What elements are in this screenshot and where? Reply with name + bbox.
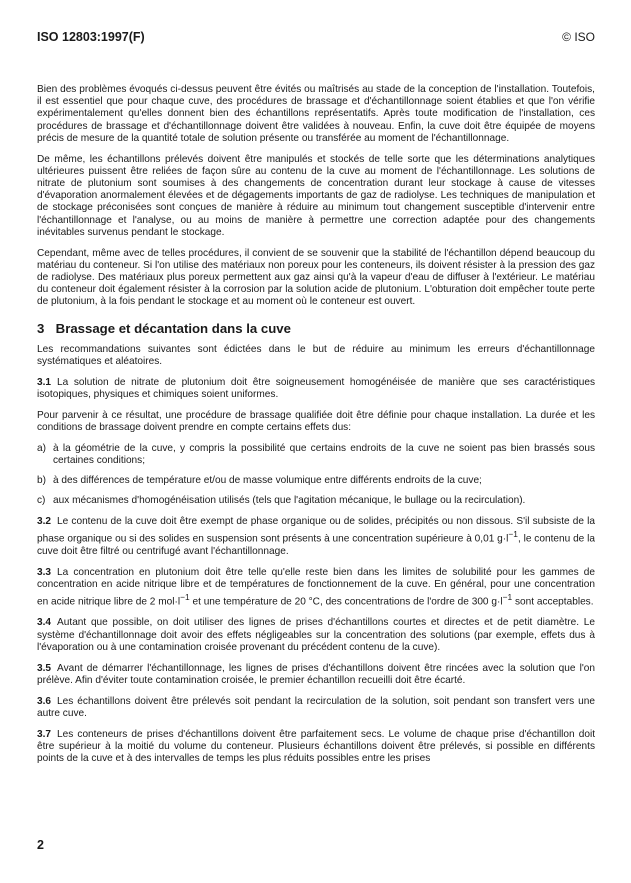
list-text: aux mécanismes d'homogénéisation utilisés (tels que l'agitation mécanique, le bullage ou la recirculation). bbox=[53, 495, 526, 507]
subclause-text: La solution de nitrate de plutonium doit être soigneusement homogénéisée de manière que ses caractéristiques isotopiques, physiques et chimiques soient uniformes. bbox=[37, 376, 595, 401]
list-marker: a) bbox=[37, 442, 46, 454]
unit-exponent: −1 bbox=[508, 529, 518, 540]
copyright-notice: © ISO bbox=[562, 30, 595, 44]
subclause-3-6 bbox=[37, 696, 595, 720]
subclause-3-3 bbox=[37, 567, 595, 609]
subclause-text: La concentration en plutonium doit être telle qu'elle reste bien dans les limites de solubilité pour les gammes de concentration en acide nitrique libre et de températures de fonctionnement de la cuve. En général, pour une concentration en acide nitrique libre de 2 mol·l bbox=[37, 566, 595, 608]
subclause-number: 3.1 bbox=[37, 376, 52, 388]
subclause-text: sont acceptables. bbox=[512, 596, 594, 608]
page-number: 2 bbox=[37, 838, 44, 852]
list-item bbox=[37, 443, 595, 467]
subclause-number: 3.5 bbox=[37, 662, 52, 674]
subclause-number: 3.7 bbox=[37, 728, 52, 740]
paragraph-storage: De même, les échantillons prélevés doivent être manipulés et stockés de telle sorte que les déterminations analytiques ultérieures puissent être reliées de façon sûre au contenu de la cuve au moment de l'échantillonnage. Les solutions de nitrate de plutonium sont soumises à des changements de concentration durant leur stockage à cause de vitesses d'évaporation anormalement élevées et de dégagements importants de gaz de radiolyse. Les techniques de manipulation et de stockage préconisées sont conçues de manière à réduire au minimum tout changement susceptible d'intervenir entre l'échantillonnage et l'analyse, ou au moins de manière à permettre une correction adaptée pour des changements inévitables survenus pendant le stockage. bbox=[37, 153, 595, 238]
subclause-3-4 bbox=[37, 617, 595, 654]
subclause-text: Autant que possible, on doit utiliser des lignes de prises d'échantillons courtes et directes et de petit diamètre. Le système d'échantillonnage doit avoir des effets négligeables sur la concentration des solutions (par exemple, effets dus à l'évaporation ou à une contamination croisée provenant du précédent contenu de la cuve). bbox=[37, 617, 595, 653]
subclause-text: Les échantillons doivent être prélevés soit pendant la recirculation de la solution, soit pendant son transfert vers une autre cuve. bbox=[37, 695, 595, 719]
subclause-number: 3.2 bbox=[37, 516, 52, 528]
list-text: à des différences de température et/ou de masse volumique entre différents endroits de la cuve; bbox=[53, 475, 482, 487]
subclause-number: 3.4 bbox=[37, 617, 52, 629]
section-intro: Les recommandations suivantes sont édictées dans le but de réduire au minimum les erreurs d'échantillonnage systématiques et aléatoires. bbox=[37, 343, 595, 368]
subclause-3-1 bbox=[37, 377, 595, 401]
effects-list bbox=[37, 443, 595, 508]
list-marker: c) bbox=[37, 495, 46, 507]
subclause-number: 3.6 bbox=[37, 695, 52, 707]
subclause-3-2 bbox=[37, 516, 595, 558]
subclause-text: et une température de 20 °C, des concentrations de l'ordre de 300 g·l bbox=[189, 596, 503, 608]
list-item bbox=[37, 475, 595, 487]
section-number: 3 bbox=[37, 320, 45, 336]
subclause-number: 3.3 bbox=[37, 566, 52, 578]
paragraph-container: Cependant, même avec de telles procédures, il convient de se souvenir que la stabilité de l'échantillon dépend beaucoup du matériau du conteneur. Si l'on utilise des matériaux non poreux pour les conteneurs, ils doivent résister à la pression des gaz de radiolyse. Des matériaux plus poreux permettent aux gaz ainsi qu'à la vapeur d'eau de diffuser à l'extérieur. Le matériau du conteneur doit également résister à la corrosion par la solution acide de plutonium. L'obturation doit empêcher toute perte de plutonium, à la fois pendant le stockage et au moment où le conteneur est ouvert. bbox=[37, 247, 595, 308]
document-id: ISO 12803:1997(F) bbox=[37, 30, 145, 44]
document-body bbox=[37, 84, 595, 774]
subclause-3-7 bbox=[37, 729, 595, 766]
paragraph-intro: Bien des problèmes évoqués ci-dessus peuvent être évités ou maîtrisés au stade de la conception de l'installation. Toutefois, il est essentiel que pour chaque cuve, des procédures de brassage et d'échantillonnage soient établies et que l'on vérifie expérimentalement qu'elles donnent bien des échantillons représentatifs. Après toute modification de l'installation, ces procédures de brassage et d'échantillonnage doivent être validées à nouveau. Enfin, la cuve doit être équipée de moyens précis de mesure de la quantité totale de solution présente ou transférée au moment de l'échantillonnage. bbox=[37, 84, 595, 144]
subclause-text: , le contenu de la cuve doit être filtré ou centrifugé avant l'échantillonnage. bbox=[37, 533, 595, 558]
section-title: Brassage et décantation dans la cuve bbox=[55, 320, 291, 336]
subclause-text: Le contenu de la cuve doit être exempt de phase organique ou de solides, précipités ou non dissous. S'il subsiste de la phase organique ou si des solides en suspension sont présents à une concentration supérieure à 0,01 g·l bbox=[37, 516, 595, 545]
subclause-text: Avant de démarrer l'échantillonnage, les lignes de prises d'échantillons doivent être rincées avec la solution que l'on prélève. Afin d'éviter toute contamination croisée, le premier échantillon recueilli doit être écarté. bbox=[37, 662, 595, 686]
unit-exponent: −1 bbox=[180, 592, 190, 603]
paragraph-brassage: Pour parvenir à ce résultat, une procédure de brassage qualifiée doit être définie pour chaque installation. La durée et les conditions de brassage doivent prendre en compte certains effets dus: bbox=[37, 409, 595, 434]
list-text: à la géométrie de la cuve, y compris la possibilité que certains endroits de la cuve ne soient pas bien brassés sous certaines conditions; bbox=[53, 442, 595, 467]
section-heading bbox=[37, 320, 595, 336]
list-marker: b) bbox=[37, 475, 46, 487]
subclause-text: Les conteneurs de prises d'échantillons doivent être parfaitement secs. Le volume de chaque prise d'échantillon doit être supérieur à la moitié du volume du conteneur. Plusieurs échantillons doivent être prélevés, si possible en différents points de la cuve et à des intervalles de temps les plus réduits possibles entre les prises bbox=[37, 728, 595, 764]
subclause-3-5 bbox=[37, 663, 595, 687]
list-item bbox=[37, 495, 595, 507]
unit-exponent: −1 bbox=[502, 592, 513, 603]
